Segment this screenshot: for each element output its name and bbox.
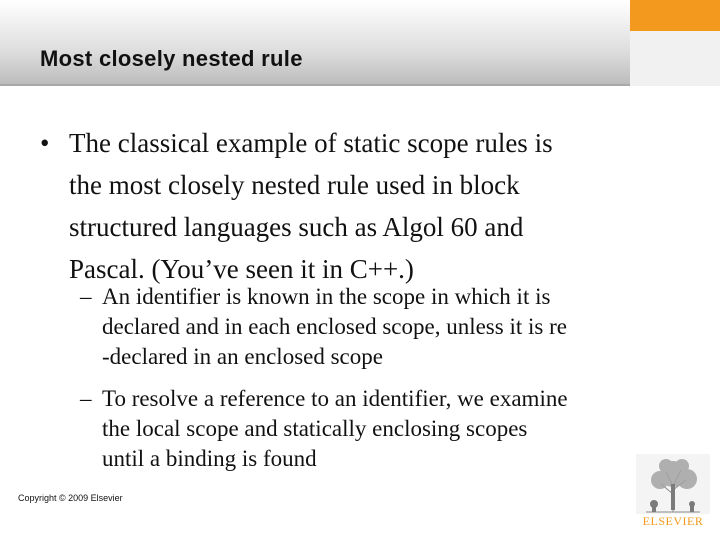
copyright-notice: Copyright © 2009 Elsevier	[18, 493, 123, 503]
sub-bullet-text	[102, 282, 692, 372]
bullet-line: structured languages such as Algol 60 and	[69, 212, 524, 242]
bullet-line: the most closely nested rule used in block	[69, 170, 520, 200]
sub-bullet-marker: –	[80, 386, 92, 411]
sub-bullet-line: the local scope and statically enclosing scopes	[102, 416, 528, 441]
sub-bullet-line: An identifier is known in the scope in which it is	[102, 284, 551, 309]
sub-bullet-text	[102, 384, 692, 474]
bullet-text	[69, 122, 669, 290]
sub-bullet-marker: –	[80, 284, 92, 309]
bullet-line: Pascal. (You’ve seen it in C++.)	[69, 254, 414, 284]
sub-bullet-line: declared and in each enclosed scope, unless it is re	[102, 314, 567, 339]
sub-bullet-line: -declared in an enclosed scope	[102, 344, 383, 369]
sub-bullet-line: To resolve a reference to an identifier, we examine	[102, 386, 568, 411]
bullet-marker: •	[40, 128, 50, 158]
sub-bullet-line: until a binding is found	[102, 446, 317, 471]
bullet-line: The classical example of static scope rules is	[69, 128, 553, 158]
elsevier-wordmark: ELSEVIER	[642, 514, 704, 528]
elsevier-tree-icon	[636, 454, 710, 514]
slide-title: Most closely nested rule	[40, 46, 303, 71]
